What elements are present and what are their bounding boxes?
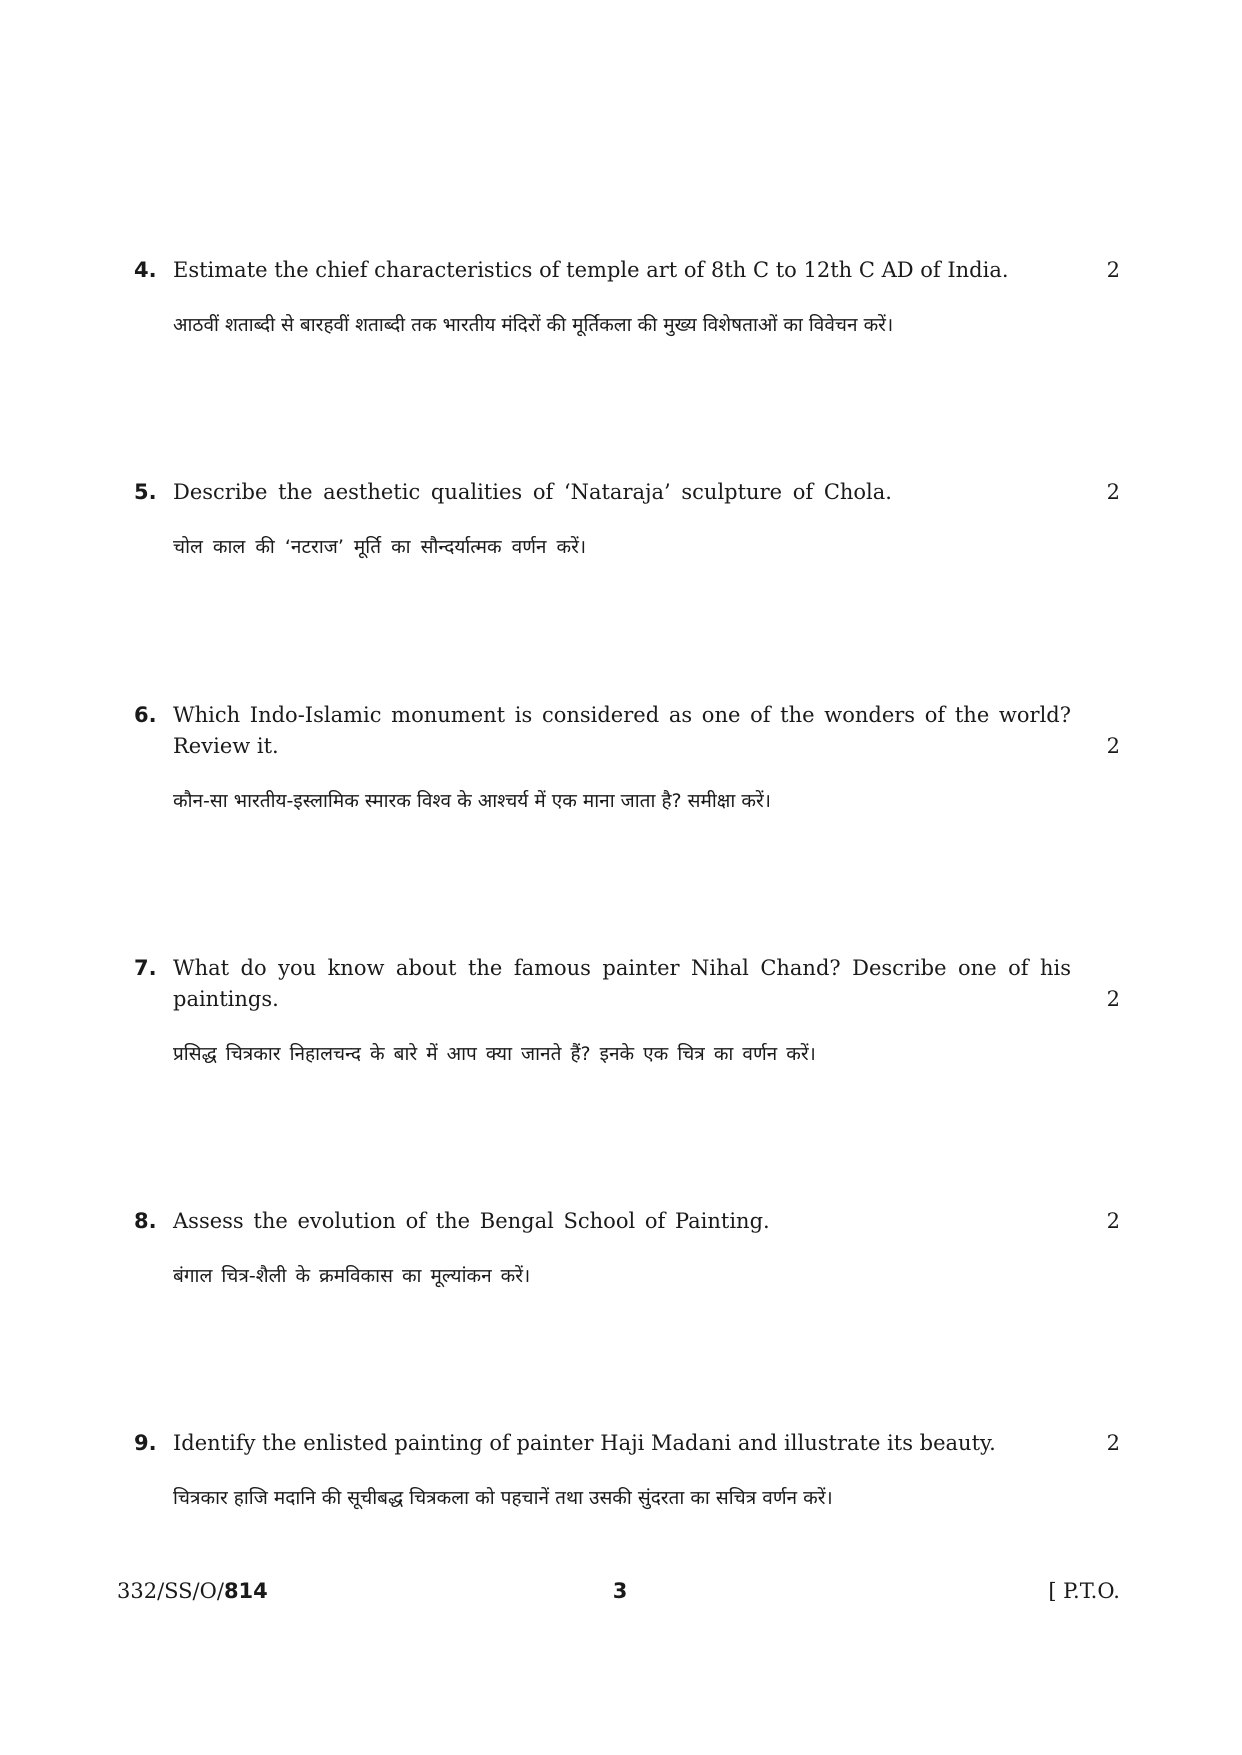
question-text-hindi: कौन-सा भारतीय-इस्लामिक स्मारक विश्व के आश्चर्य में एक माना जाता है? समीक्षा करें। <box>173 790 771 812</box>
question-number: 8. <box>134 1209 157 1233</box>
question-text-english: What do you know about the famous painter Nihal Chand? Describe one of his paintings. <box>173 956 1071 1011</box>
question-number: 6. <box>134 703 157 727</box>
question-text-hindi: आठवीं शताब्दी से बारहवीं शताब्दी तक भारतीय मंदिरों की मूर्तिकला की मुख्य विशेषताओं का विवेचन करें। <box>173 314 894 336</box>
paper-code <box>117 1576 268 1606</box>
question-text-english: Which Indo-Islamic monument is considered as one of the wonders of the world? Review it. <box>173 703 1071 758</box>
question-text-english: Assess the evolution of the Bengal School of Painting. <box>173 1209 770 1233</box>
paper-code-number: 814 <box>223 1579 268 1603</box>
question-marks: 2 <box>1106 987 1120 1011</box>
question-text-hindi: प्रसिद्ध चित्रकार निहालचन्द के बारे में आप क्या जानते हैं? इनके एक चित्र का वर्णन करें। <box>173 1043 816 1065</box>
page-number: 3 <box>612 1579 628 1603</box>
question-marks: 2 <box>1106 734 1120 758</box>
question-text-hindi: चित्रकार हाजि मदानि की सूचीबद्ध चित्रकला को पहचानें तथा उसकी सुंदरता का सचित्र वर्णन करें। <box>173 1487 833 1509</box>
question-text-hindi: चोल काल की ‘नटराज’ मूर्ति का सौन्दर्यात्मक वर्णन करें। <box>173 536 587 558</box>
question-number: 4. <box>134 258 157 282</box>
question-marks: 2 <box>1106 1209 1120 1233</box>
question-text-english: Describe the aesthetic qualities of ‘Nataraja’ sculpture of Chola. <box>173 480 892 504</box>
question-text-english: Estimate the chief characteristics of temple art of 8th C to 12th C AD of India. <box>173 258 1009 282</box>
question-number: 7. <box>134 956 157 980</box>
question-number: 9. <box>134 1431 157 1455</box>
question-marks: 2 <box>1106 480 1120 504</box>
question-text-english: Identify the enlisted painting of painter Haji Madani and illustrate its beauty. <box>173 1431 996 1455</box>
question-marks: 2 <box>1106 1431 1120 1455</box>
pto-label: [ P.T.O. <box>1048 1579 1120 1603</box>
page-footer <box>0 1576 1242 1606</box>
paper-code-prefix: 332/SS/O/ <box>117 1579 224 1603</box>
question-text-hindi: बंगाल चित्र-शैली के क्रमविकास का मूल्यांकन करें। <box>173 1265 531 1287</box>
question-marks: 2 <box>1106 258 1120 282</box>
question-number: 5. <box>134 480 157 504</box>
